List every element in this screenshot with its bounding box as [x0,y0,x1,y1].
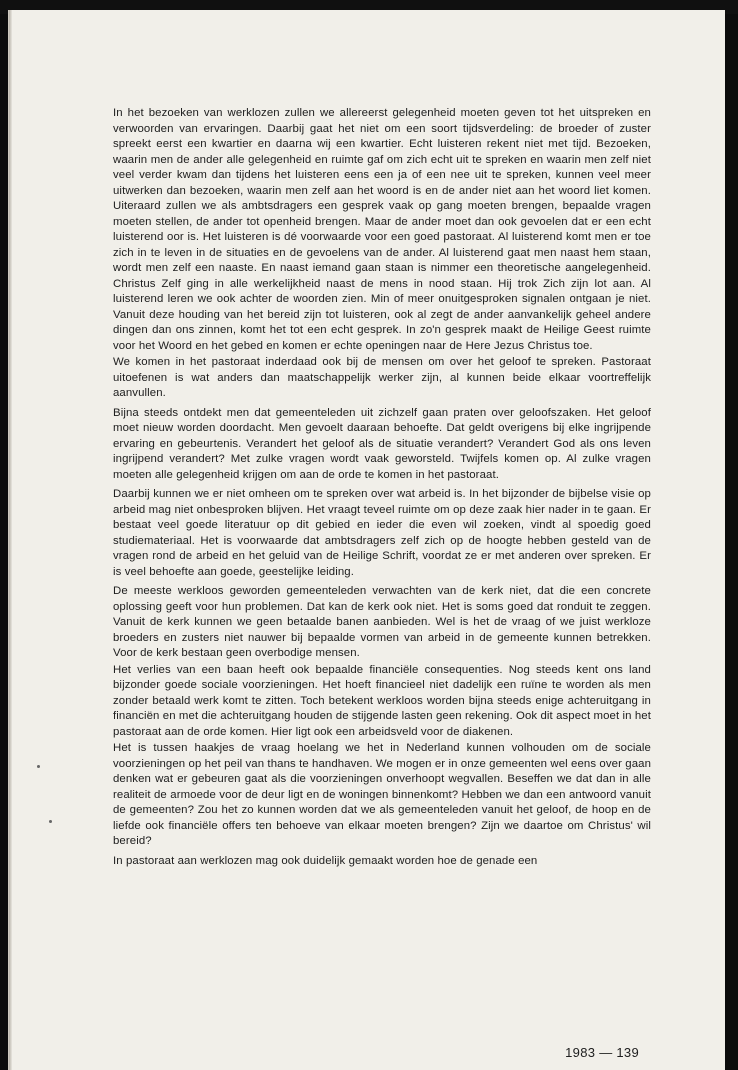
margin-mark [49,820,52,823]
paragraph-faith-talk: We komen in het pastoraat inderdaad ook bij de mensen om over het geloof te spreken. Pastoraat uitoefenen is wat anders dan maatschappelijk werker zijn, al kunnen beide elkaar voortreffelijk aanvullen. [113,356,651,399]
paragraph-work: Daarbij kunnen we er niet omheen om te spreken over wat arbeid is. In het bijzonder de bijbelse visie op arbeid mag niet onbesproken blijven. Het vraagt teveel ruimte om op deze zaak hier nader in te gaan. Er bestaat veel goede literatuur op dit gebied en ieder die even wil zoeken, vindt al spoedig goed studiemateriaal. Het is voorwaarde dat ambtsdragers zelf zich op de hoogte hebben gesteld van de vragen rond de arbeid en het geluid van de Heilige Schrift, voordat ze er met anderen over spreken. Er is veel behoefte aan goede, geestelijke leiding. [113,488,651,578]
body-text [113,106,651,870]
margin-mark [37,765,40,768]
paragraph-faith-questions: Bijna steeds ontdekt men dat gemeenteleden uit zichzelf gaan praten over geloofszaken. Het geloof moet nieuw worden doordacht. Men gevoelt daaraan behoefte. Dat geldt overigens bij elke ingrijpende ervaring en gebeurtenis. Verandert het geloof als de situatie verandert? Verandert God als ons leven ingrijpend verandert? Met zulke vragen wordt vaak geworsteld. Twijfels komen op. Al zulke vragen moeten alle gelegenheid krijgen om aan de orde te komen in het pastoraat. [113,406,651,481]
page-sheet [8,10,725,1070]
paragraph-church-expectations: De meeste werkloos geworden gemeenteleden verwachten van de kerk niet, dat die een concrete oplossing geeft voor hun problemen. Dat kan de kerk ook niet. Het is soms goed dat ronduit te zeggen. Vanuit de kerk kunnen we geen betaalde banen aanbieden. Wel is het de vraag of we juist werkloze broeders en zusters niet nauwer bij bepaalde vormen van arbeid in de gemeente kunnen betrekken. Voor de kerk bestaan geen overbodige mensen. [113,585,651,659]
paragraph-finances: Het verlies van een baan heeft ook bepaalde financiële consequenties. Nog steeds kent ons land bijzonder goede sociale voorzieningen. Het hoeft financieel niet dadelijk een ruïne te worden als men zonder betaald werk komt te zitten. Toch betekent werkloos worden bijna steeds enige achteruitgang in financiën en met die achteruitgang houden de stijgende lasten geen rekening. Ook dit aspect moet in het pastoraat aan de orde komen. Hier ligt ook een arbeidsveld voor de diakenen. [113,663,651,738]
paragraph-listening: In het bezoeken van werklozen zullen we allereerst gelegenheid moeten geven tot het uitspreken en verwoorden van ervaringen. Daarbij gaat het niet om een soort tijdsverdeling: de broeder of zuster spreekt eerst een kwartier en daarna wij een kwartier. Echt luisteren rekent niet met tijd. Bezoeken, waarin men de ander alle gelegenheid en ruimte gaf om zich echt uit te spreken en waarin men zelf niet veel verder kwam dan tijdens het luisteren eens een ja of een nee uit te spreken, kunnen veel meer uitwerken dan bezoeken, waarin men zelf aan het woord is en de ander niet aan het woord liet komen. Uiteraard zullen we als ambtsdragers een gesprek vaak op gang moeten brengen, bepaalde vragen moeten stellen, de ander tot openheid brengen. Maar de ander moet dan ook gevoelen dat er een echt luisterend oor is. Het luisteren is dé voorwaarde voor een goed pastoraat. Al luisterend komt men er toe zich in te leven in de situaties en de gevoelens van de ander. Al luisterend gaat men naast hem staan, wordt men zelf een naaste. En naast iemand gaan staan is nimmer een theoretische aangelegenheid. Christus Zelf ging in alle werkelijkheid naast de mens in nood staan. Hij trok Zich zijn lot aan. Al luisterend leren we ook achter de woorden zien. Min of meer onuitgesproken signalen ontgaan je niet. Vanuit deze houding van het bereid zijn tot luisteren, ook al zegt de ander aanvankelijk geheel andere dingen dan ons zinnen, komt het tot een echt gesprek. In zo'n gesprek maakt de Heilige Geest ruimte voor het Woord en het gebed en komen er echte openingen naar de Here Jezus Christus toe. [113,107,651,352]
page-number: 1983 — 139 [565,1045,639,1060]
paragraph-grace: In pastoraat aan werklozen mag ook duidelijk gemaakt worden hoe de genade een [113,854,538,867]
page-spine-shadow [9,10,12,1070]
paragraph-social-provisions: Het is tussen haakjes de vraag hoelang we het in Nederland kunnen volhouden om de sociale voorzieningen op het peil van thans te handhaven. We mogen er in onze gemeenten wel eens over gaan denken wat er gebeuren gaat als die voorzieningen onverhoopt wegvallen. Beseffen we dat dan in alle realiteit de armoede voor de deur ligt en de woningen binnenkomt? Hebben we dan een antwoord vanuit de gemeenten? Zou het zo kunnen worden dat we als gemeenteleden vanuit het geloof, de hoop en de liefde ook financiële offers ten behoeve van elkaar moeten brengen? Zijn we daartoe om Christus' wil bereid? [113,742,651,847]
